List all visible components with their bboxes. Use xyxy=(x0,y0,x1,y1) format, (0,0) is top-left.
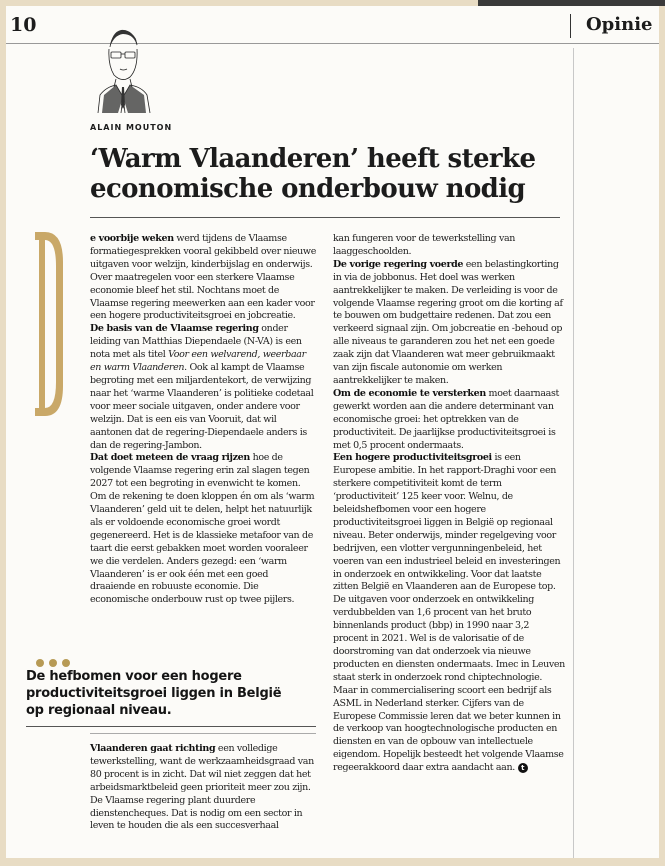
quote-rule xyxy=(26,726,316,727)
quote-rule-thin xyxy=(90,733,316,734)
headline-rule xyxy=(90,217,560,218)
article-column-1-bottom xyxy=(90,743,316,833)
paragraph: Een hogere productiviteitsgroei is een Europese ambitie. In het rapport-Draghi voor een sterkere competitiviteit komt de term ‘productiviteit’ 125 keer voor. Welnu, de beleidshefbomen voor een hogere productiviteitsgroei liggen in België op regionaal niveau. Beter onderwijs, minder regelgeving voor bedrijven, een vlotter vergunningenbeleid, het voeren van een industrieel beleid en investeringen in onderzoek en ontwikkeling. Voor dat laatste zitten België en Vlaanderen aan de Europese top. De uitgaven voor onderzoek en ontwikkeling verdubbelden van 1,6 procent van het bruto binnenlands product (bbp) in 1990 naar 3,2 procent in 2021. Wel is de valorisatie of de doorstroming van dat onderzoek via nieuwe producten en diensten ondermaats. Imec in Leuven staat sterk in onderzoek rond chiptechnologie. Maar in commercialisering scoort een bedrijf als ASML in Nederland sterker. Cijfers van de Europese Commissie leren dat we beter kunnen in de verkoop van hoogtechnologische producten en diensten en van de opbouw van intellectuele eigendom. Hopelijk besteedt het volgende Vlaamse regeerakkoord daar extra aandacht aan. t xyxy=(333,452,565,774)
column-divider xyxy=(573,48,574,858)
author-name: ALAIN MOUTON xyxy=(90,123,173,132)
paragraph: Dat doet meteen de vraag rijzen hoe de volgende Vlaamse regering erin zal slagen tegen 2027 tot een begroting in evenwicht te komen. Om de rekening te doen kloppen én om als ‘warm Vlaanderen’ geld uit te delen, helpt het natuurlijk als er voldoende economische groei wordt gegenereerd. Het is de klassieke metafoor van de taart die eerst gebakken moet worden vooraleer we die verdelen. Anders gezegd: een ‘warm Vlaanderen’ is er ook één met een goed draaiende en robuuste economie. Die economische onderbouw rust op twee pijlers. xyxy=(90,452,315,606)
page-number: 10 xyxy=(10,14,37,36)
pull-quote: De hefbomen voor een hogere productiviteitsgroei liggen in België op regionaal niveau. xyxy=(26,669,282,718)
paragraph: kan fungeren voor de tewerkstelling van laaggeschoolden. xyxy=(333,233,516,257)
author-portrait-icon xyxy=(92,25,154,113)
end-mark-icon: t xyxy=(518,763,528,773)
header-divider xyxy=(570,14,571,38)
article-column-2 xyxy=(333,233,565,775)
dropcap xyxy=(34,232,64,416)
paragraph: Vlaanderen gaat richting een volledige tewerkstelling, want de werkzaamheidsgraad van 80 procent is in zicht. Dat wil niet zeggen dat het arbeidsmarktbeleid geen prioriteit meer zou zijn. De Vlaamse regering plant duurdere dienstencheques. Dat is nodig om een sector in leven te houden die als een succesverhaal xyxy=(90,743,314,832)
article-column-1 xyxy=(90,233,316,607)
dot xyxy=(62,659,70,667)
paragraph: e voorbije weken werd tijdens de Vlaamse formatiegesprekken vooral gekibbeld over nieuwe uitgaven voor welzijn, kinderbijslag en onderwijs. Over maatregelen voor een sterkere Vlaamse economie bleef het stil. Nochtans moet de Vlaamse regering meewerken aan een kader voor een hogere productiviteitsgroei en jobcreatie. xyxy=(90,233,316,322)
dot xyxy=(36,659,44,667)
paragraph: Om de economie te versterken moet daarnaast gewerkt worden aan die andere determinant van economische groei: het optrekken van de productiviteit. De jaarlijkse productiviteitsgroei is met 0,5 procent ondermaats. xyxy=(333,387,559,451)
section-title: Opinie xyxy=(586,14,653,35)
paragraph: De vorige regering voerde een belastingkorting in via de jobbonus. Het doel was werken aantrekkelijker te maken. De verleiding is voor de volgende Vlaamse regering groot om die korting af te bouwen om budgettaire redenen. Dat zou een verkeerd signaal zijn. Om jobcreatie en -behoud op alle niveaus te garanderen zou het net een goede zaak zijn dat Vlaanderen wat meer gebruikmaakt van zijn fiscale autonomie om werken aantrekkelijker te maken. xyxy=(333,258,563,386)
newspaper-page xyxy=(6,6,659,858)
paragraph: De basis van de Vlaamse regering onder leiding van Matthias Diependaele (N-VA) is een nota met als titel Voor een welvarend, weerbaar en warm Vlaanderen. Ook al kampt de Vlaamse begroting met een miljardentekort, de verwijzing naar het ‘warme Vlaanderen’ is politieke codetaal voor meer sociale uitgaven, onder andere voor welzijn. Dat is een eis van Vooruit, dat wil aantonen dat de regering-Diependaele anders is dan de regering-Jambon. xyxy=(90,323,314,451)
headline: ‘Warm Vlaanderen’ heeft sterke economische onderbouw nodig xyxy=(90,144,536,204)
dot xyxy=(49,659,57,667)
